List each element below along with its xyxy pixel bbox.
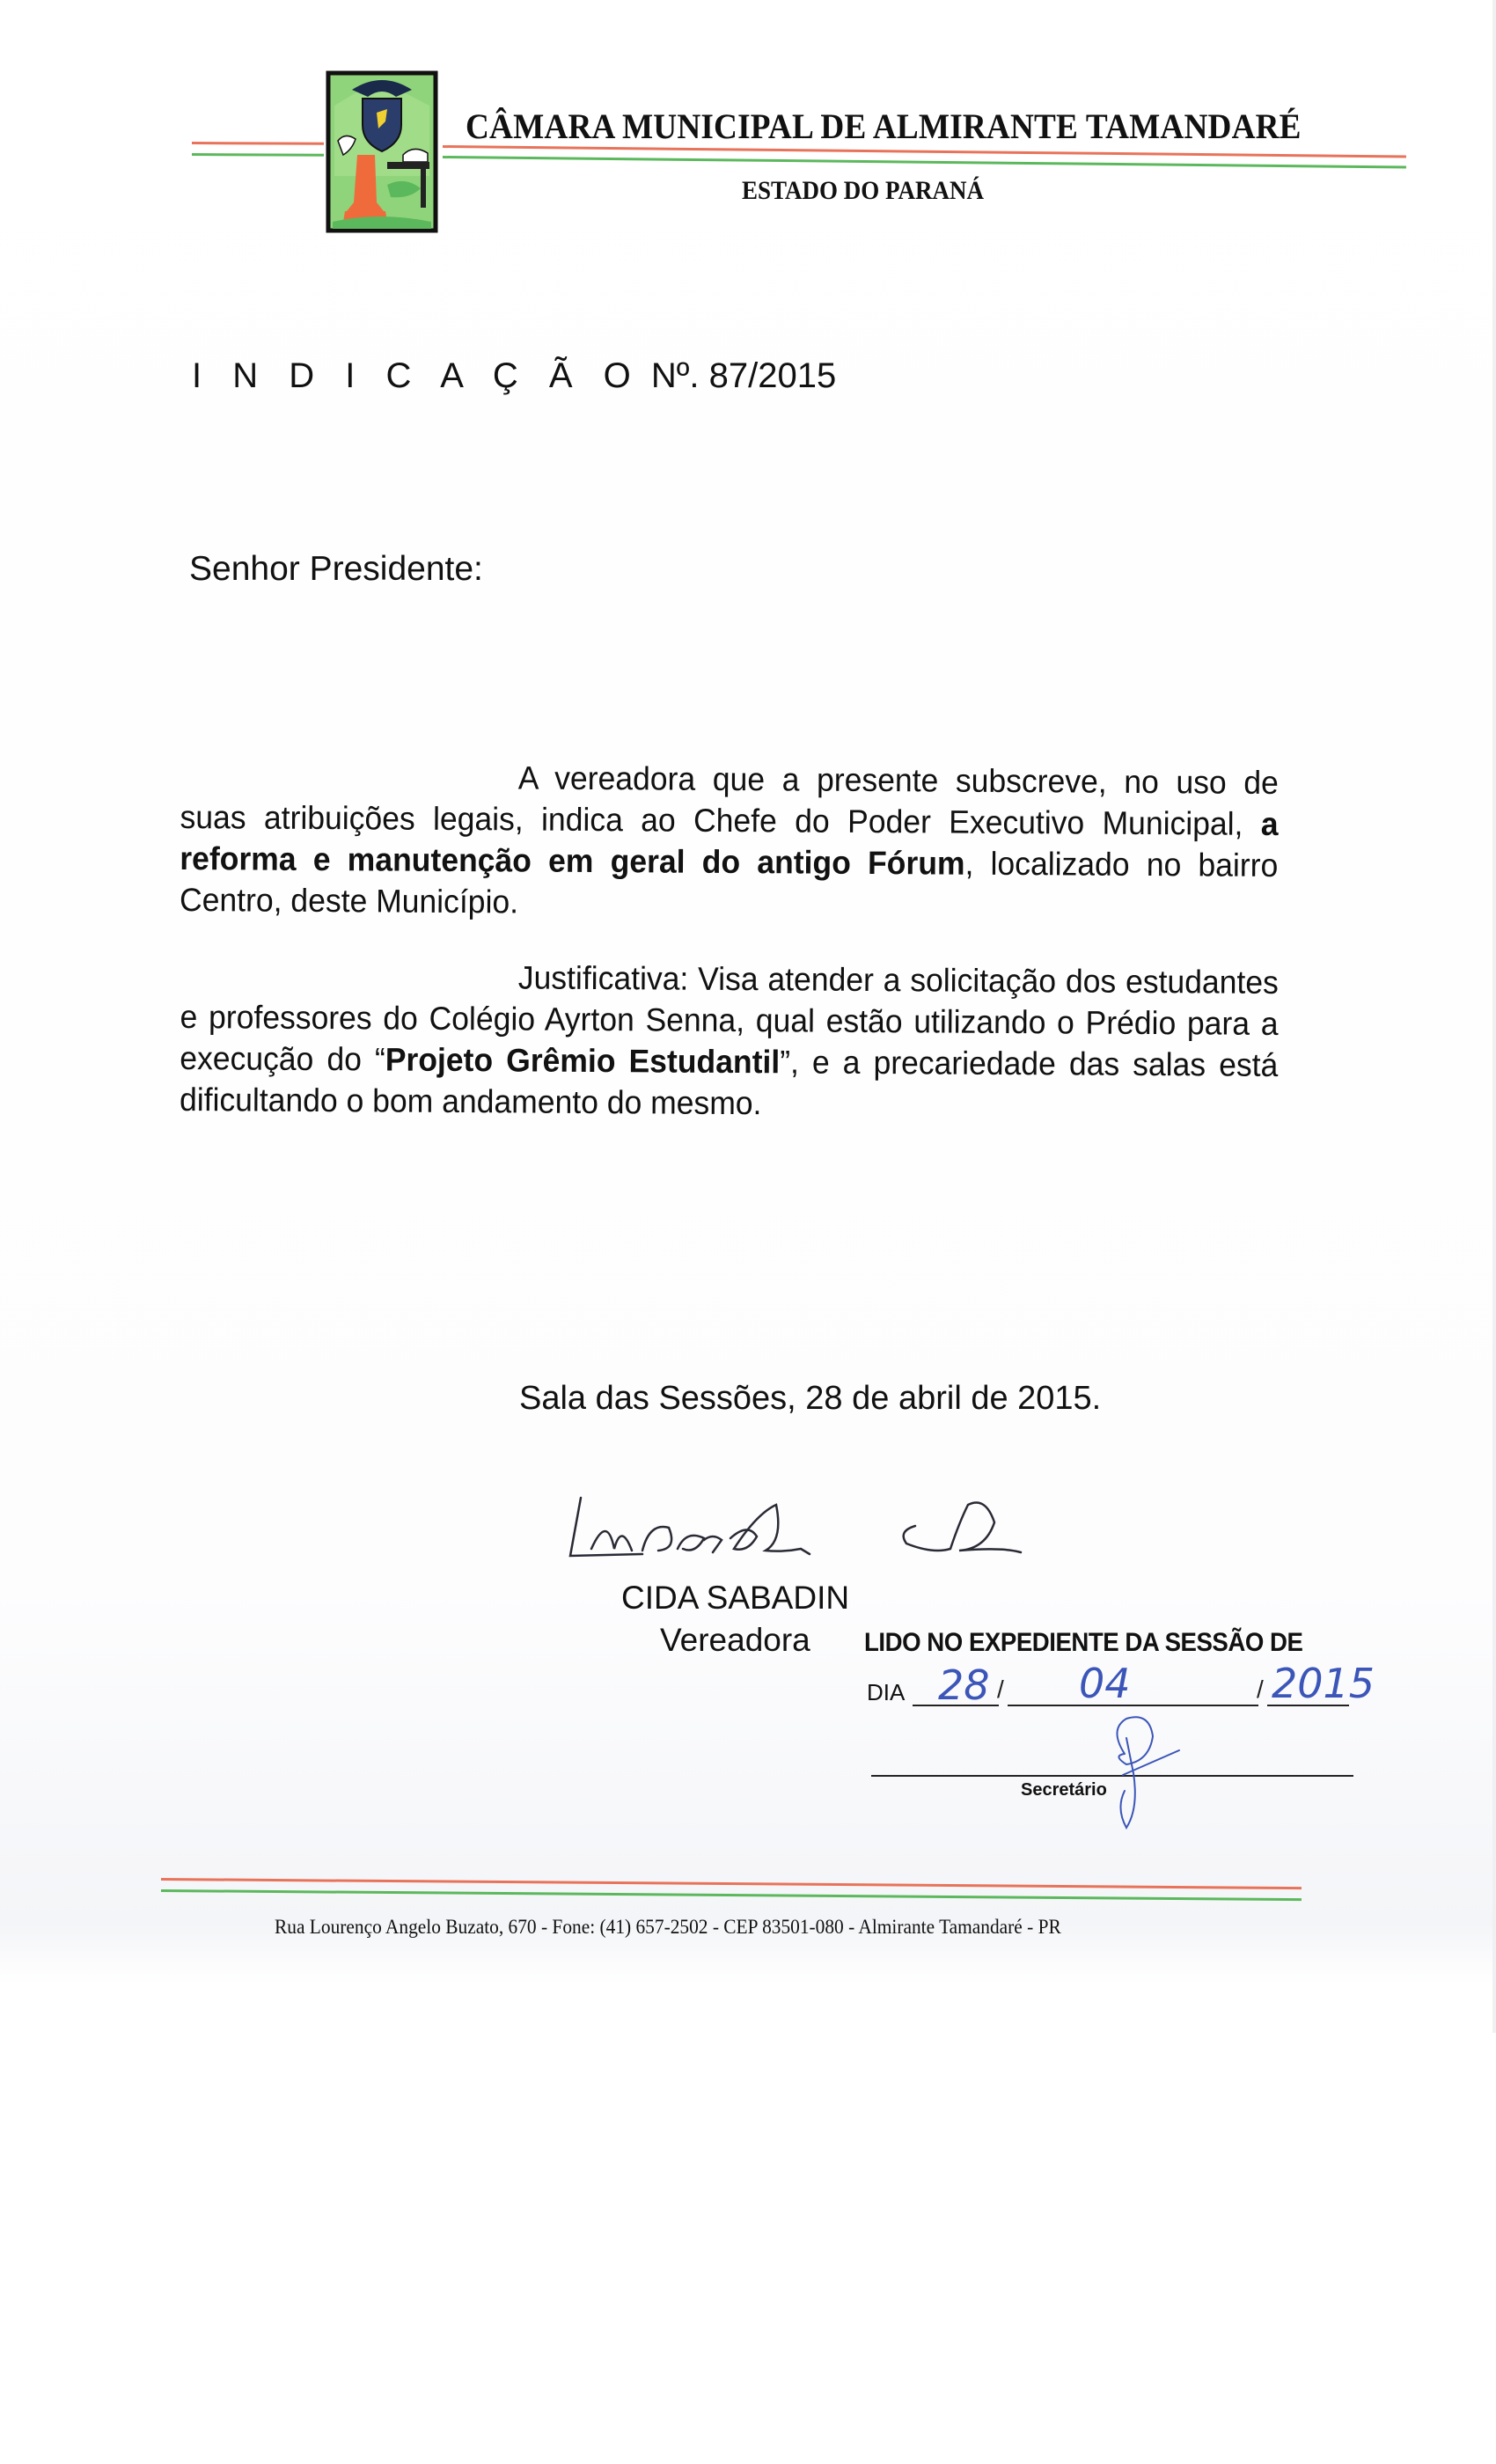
request-object: a reforma e manutenção em geral do antigo Fórum [180,805,1279,882]
handwritten-signature [546,1487,1091,1566]
municipal-coat-of-arms-icon [326,70,438,233]
stamp-separator-2: / [1257,1676,1264,1703]
state-name: ESTADO DO PARANÁ [742,176,985,205]
page-edge [1492,0,1496,2033]
salutation: Senhor Presidente: [189,550,483,588]
stamp-month-value: 04 [1079,1660,1131,1707]
stamp-separator-1: / [997,1676,1004,1703]
stamp-month-underline [1008,1705,1258,1706]
project-name: Projeto Grêmio Estudantil [385,1041,781,1081]
document-number-prefix: Nº. [650,356,709,395]
paragraph-request: A vereadora que a presente subscreve, no uso de suas atribuições legais, indica ao Chefe do Poder Executivo Municipal, a reforma e manutenção em geral do antigo Fórum, localizado no bairro Centro, deste Município. [179,759,1279,920]
closing-date: Sala das Sessões, 28 de abril de 2015. [519,1380,1102,1417]
document-type: I N D I C A Ç Ã O [192,356,642,395]
paragraph-justification: Justificativa: Visa atender a solicitação dos estudantes e professores do Colégio Ayrton Senna, qual estão utilizando o Prédio para a execução do “Projeto Grêmio Estudantil”, e a precariedade das salas está dificultando o bom andamento do mesmo. [179,959,1279,1122]
signatory-role: Vereadora [660,1622,810,1658]
reading-stamp-title: LIDO NO EXPEDIENTE DA SESSÃO DE [864,1628,1303,1657]
footer-address: Rua Lourenço Angelo Buzato, 670 - Fone: (41) 657-2502 - CEP 83501-080 - Almirante Tamandaré - PR [275,1916,1061,1938]
institution-name: CÂMARA MUNICIPAL DE ALMIRANTE TAMANDARÉ [466,106,1302,146]
stamp-year-value: 2015 [1272,1660,1375,1707]
document-title [192,356,836,396]
stamp-day-label: DIA [867,1679,906,1705]
signatory-name: CIDA SABADIN [621,1580,850,1616]
secretary-label: Secretário [1021,1780,1107,1800]
document-number: 87/2015 [708,356,837,395]
stamp-day-value: 28 [938,1661,990,1709]
secretary-signature [1100,1712,1214,1835]
